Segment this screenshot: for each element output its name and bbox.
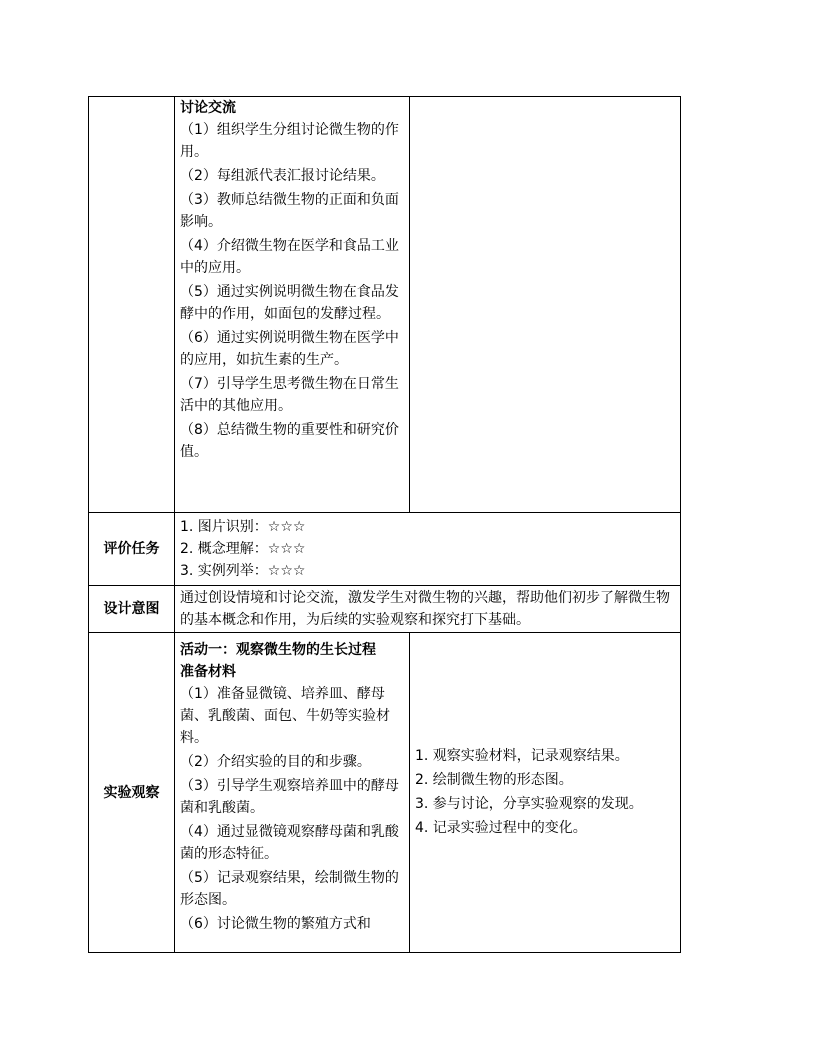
experiment-label: 实验观察 [89, 633, 175, 953]
list-item: （3）引导学生观察培养皿中的酵母菌和乳酸菌。 [180, 778, 399, 816]
section-heading: 讨论交流 [180, 100, 236, 116]
list-item: （7）引导学生思考微生物在日常生活中的其他应用。 [180, 376, 399, 414]
list-item: （4）介绍微生物在医学和食品工业中的应用。 [180, 238, 399, 276]
list-item: 2. 绘制微生物的形态图。 [415, 771, 573, 788]
list-item: （4）通过显微镜观察酵母菌和乳酸菌的形态特征。 [180, 824, 399, 862]
list-item: （2）每组派代表汇报讨论结果。 [180, 168, 385, 184]
activity-title: 活动一：观察微生物的生长过程 [180, 642, 376, 658]
list-item: （8）总结微生物的重要性和研究价值。 [180, 422, 399, 460]
list-item: （1）组织学生分组讨论微生物的作用。 [180, 122, 399, 160]
list-item: （1）准备显微镜、培养皿、酵母菌、乳酸菌、面包、牛奶等实验材料。 [180, 686, 390, 746]
list-item: （6）通过实例说明微生物在医学中的应用，如抗生素的生产。 [180, 330, 399, 368]
materials-heading: 准备材料 [180, 664, 236, 680]
evaluation-label: 评价任务 [89, 513, 175, 586]
student-activity-cell-empty [410, 97, 681, 513]
list-item: 1. 观察实验材料，记录观察结果。 [415, 747, 629, 764]
teacher-activity-cell [175, 633, 410, 953]
list-item: 3. 实例列举：☆☆☆ [180, 563, 306, 579]
list-item: 1. 图片识别：☆☆☆ [180, 519, 306, 535]
design-intent-label: 设计意图 [89, 586, 175, 633]
list-item: （6）讨论微生物的繁殖方式和 [180, 916, 371, 932]
label-cell-empty [89, 97, 175, 513]
list-item: 2. 概念理解：☆☆☆ [180, 541, 306, 557]
list-item: （5）通过实例说明微生物在食品发酵中的作用，如面包的发酵过程。 [180, 284, 399, 322]
lesson-plan-table [88, 96, 681, 953]
table-row [89, 586, 681, 633]
teacher-activity-cell [175, 97, 410, 513]
list-item: 3. 参与讨论，分享实验观察的发现。 [415, 795, 643, 812]
evaluation-cell [175, 513, 681, 586]
design-intent-text: 通过创设情境和讨论交流，激发学生对微生物的兴趣，帮助他们初步了解微生物的基本概念和作用，为后续的实验观察和探究打下基础。 [175, 586, 681, 633]
list-item: （5）记录观察结果，绘制微生物的形态图。 [180, 870, 399, 908]
list-item: （3）教师总结微生物的正面和负面影响。 [180, 192, 399, 230]
table-row [89, 97, 681, 513]
list-item: 4. 记录实验过程中的变化。 [415, 819, 587, 836]
table-row [89, 633, 681, 953]
list-item: （2）介绍实验的目的和步骤。 [180, 754, 371, 770]
student-activity-cell [410, 633, 681, 953]
table-row [89, 513, 681, 586]
